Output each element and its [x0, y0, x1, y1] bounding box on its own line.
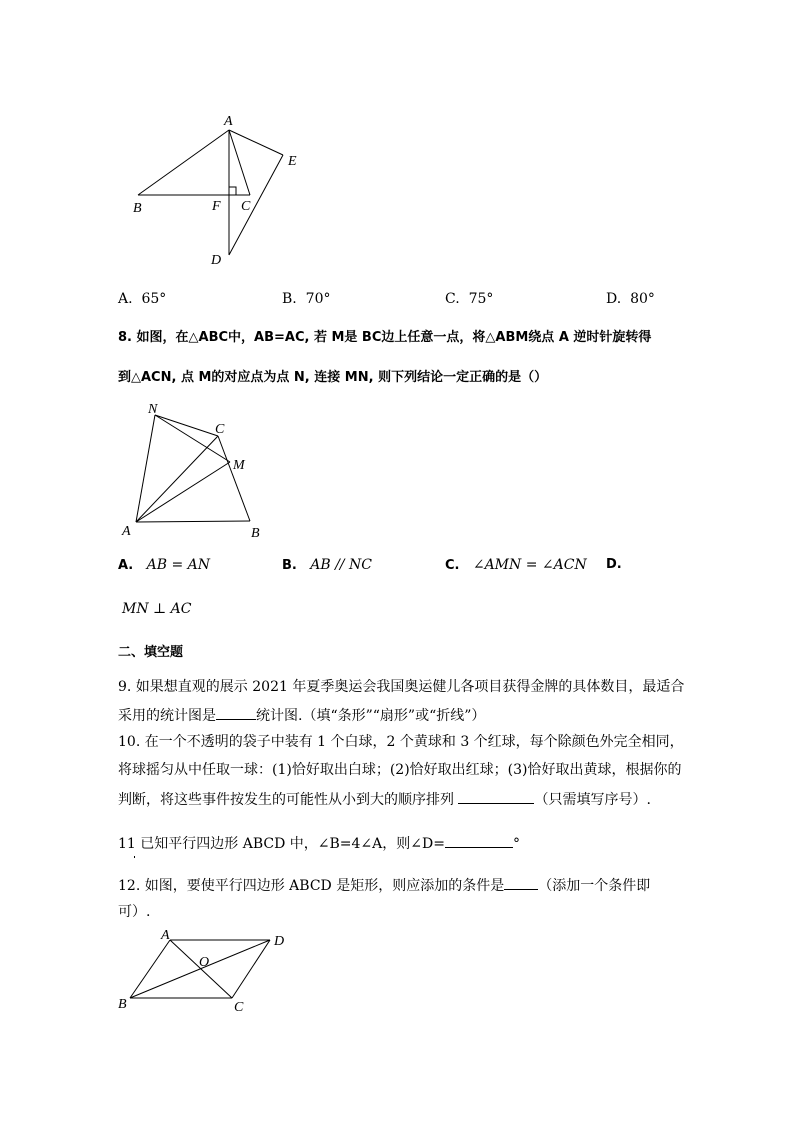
q8-stem-line1: 8. 如图，在△ABC中，AB=AC, 若 M是 BC边上任意一点，将△ABM绕点 A 逆时针旋转得 [118, 330, 652, 345]
q8-option-d-text: MN ⊥ AC [122, 601, 192, 617]
q12-line1: 12. 如图，要使平行四边形 ABCD 是矩形，则应添加的条件是 （添加一个条件即 [118, 878, 651, 894]
q12-label-a: A [161, 928, 170, 943]
q10-line1: 10. 在一个不透明的袋子中装有 1 个白球，2 个黄球和 3 个红球，每个除颜色外完全相同， [118, 734, 684, 750]
q12-line2: 可）. [118, 904, 151, 920]
q11-line: 11 已知平行四边形 ABCD 中，∠B=4∠A，则∠D= ° [118, 836, 520, 852]
q12-label-d: D [274, 934, 285, 949]
q8-label-b: B [251, 526, 260, 541]
q12-label-o: O [199, 955, 210, 970]
q8-option-c: C. ∠AMN = ∠ACN [445, 557, 587, 573]
q8-label-n: N [148, 402, 158, 417]
q7-option-c: C. 75° [445, 291, 494, 307]
q7-option-d: D. 80° [606, 291, 655, 307]
q9-line2: 采用的统计图是 统计图.（填“条形”“扇形”或“折线”） [118, 708, 486, 724]
q10-answer-blank[interactable] [458, 790, 534, 804]
q8-label-m: M [233, 458, 245, 473]
q10-line2: 将球摇匀从中任取一球：(1)恰好取出白球；(2)恰好取出红球；(3)恰好取出黄球，根据你的 [118, 762, 682, 778]
q7-label-c: C [241, 199, 251, 214]
q7-label-e: E [288, 154, 297, 169]
q9-line1: 9. 如果想直观的展示 2021 年夏季奥运会我国奥运健儿各项目获得金牌的具体数目，最适合 [118, 679, 685, 695]
q7-option-b: B. 70° [282, 291, 331, 307]
q8-label-a: A [122, 524, 131, 539]
q7-label-f: F [212, 199, 221, 214]
section-title: 二、填空题 [118, 645, 184, 660]
q7-label-d: D [211, 253, 222, 268]
q8-label-c: C [215, 422, 225, 437]
q8-option-b: B. AB // NC [282, 557, 372, 573]
q8-option-d-letter: D. [606, 557, 622, 572]
q7-option-a: A. 65° [118, 291, 167, 307]
q10-line3: 判断，将这些事件按发生的可能性从小到大的顺序排列 （只需填写序号）. [118, 792, 651, 808]
q7-label-a: A [224, 114, 233, 129]
q12-label-c: C [234, 1000, 244, 1015]
q11-answer-blank[interactable] [445, 834, 513, 848]
q9-answer-blank[interactable] [216, 706, 256, 720]
stray-dot [134, 856, 135, 858]
q12-label-b: B [118, 997, 127, 1012]
q12-answer-blank[interactable] [504, 876, 538, 890]
q8-stem-line2: 到△ACN, 点 M的对应点为点 N, 连接 MN, 则下列结论一定正确的是（） [118, 370, 548, 385]
q7-label-b: B [133, 201, 142, 216]
q8-option-a: A. AB = AN [118, 557, 210, 573]
